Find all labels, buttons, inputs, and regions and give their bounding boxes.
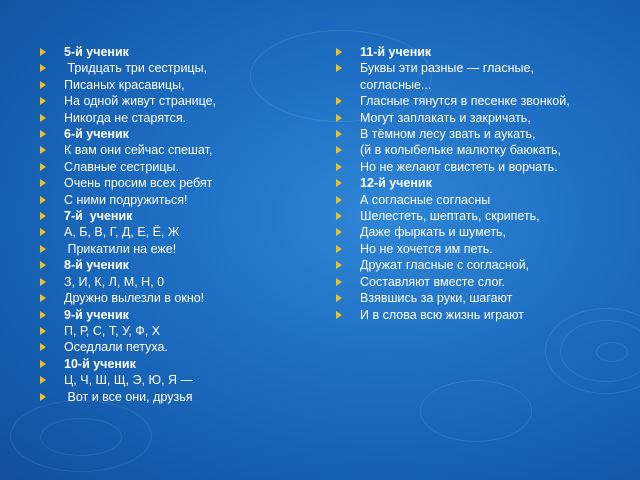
poem-line xyxy=(40,389,300,405)
bullet-arrow-icon xyxy=(40,114,46,122)
student-heading xyxy=(40,356,300,372)
poem-line xyxy=(336,110,606,126)
line-text: З, И, К, Л, М, Н, 0 xyxy=(64,274,165,289)
bullet-arrow-icon xyxy=(336,130,342,138)
right-column xyxy=(336,44,606,323)
bullet-arrow-icon xyxy=(336,228,342,236)
bullet-arrow-icon xyxy=(336,311,342,319)
bullet-arrow-icon xyxy=(40,245,46,253)
poem-line xyxy=(336,290,606,306)
poem-line xyxy=(336,257,606,273)
poem-line xyxy=(40,175,300,191)
ripple-decoration xyxy=(420,380,532,442)
line-text: Дружно вылезли в окно! xyxy=(64,291,205,306)
line-text: Шелестеть, шептать, скрипеть, xyxy=(360,209,540,224)
bullet-arrow-icon xyxy=(336,64,342,72)
line-text: В тёмном лесу звать и аукать, xyxy=(360,127,536,142)
line-text: На одной живут странице, xyxy=(64,94,217,109)
bullet-arrow-icon xyxy=(40,97,46,105)
poem-line xyxy=(40,60,300,76)
line-text: П, Р, С, Т, У, Ф, Х xyxy=(64,323,161,338)
bullet-arrow-icon xyxy=(336,163,342,171)
poem-line xyxy=(40,192,300,208)
line-text: 9-й ученик xyxy=(64,307,129,322)
poem-line xyxy=(40,241,300,257)
poem-line xyxy=(40,93,300,109)
bullet-arrow-icon xyxy=(336,245,342,253)
poem-line xyxy=(336,93,606,109)
bullet-arrow-icon xyxy=(40,327,46,335)
student-heading xyxy=(40,44,300,60)
poem-line xyxy=(336,307,606,323)
line-text: Славные сестрицы. xyxy=(64,159,179,174)
bullet-arrow-icon xyxy=(336,196,342,204)
line-text: Буквы эти разные — гласные, согласные... xyxy=(360,61,538,92)
poem-line xyxy=(336,241,606,257)
poem-line xyxy=(40,77,300,93)
bullet-arrow-icon xyxy=(40,393,46,401)
line-text: 12-й ученик xyxy=(360,176,432,191)
line-text: 6-й ученик xyxy=(64,127,129,142)
bullet-arrow-icon xyxy=(40,146,46,154)
student-heading xyxy=(40,257,300,273)
line-text: Но не хочется им петь. xyxy=(360,241,493,256)
bullet-arrow-icon xyxy=(40,196,46,204)
bullet-arrow-icon xyxy=(40,278,46,286)
bullet-arrow-icon xyxy=(336,261,342,269)
line-text: Вот и все они, друзья xyxy=(64,389,193,404)
line-text: Писаных красавицы, xyxy=(64,77,185,92)
student-heading xyxy=(336,44,606,60)
poem-line xyxy=(336,60,606,93)
poem-line xyxy=(40,110,300,126)
line-text: Могут заплакать и закричать, xyxy=(360,110,531,125)
poem-line xyxy=(336,208,606,224)
student-heading xyxy=(40,307,300,323)
line-text: (й в колыбельке малютку баюкать, xyxy=(360,143,562,158)
bullet-arrow-icon xyxy=(336,294,342,302)
bullet-arrow-icon xyxy=(40,81,46,89)
student-heading xyxy=(336,175,606,191)
bullet-arrow-icon xyxy=(336,179,342,187)
bullet-arrow-icon xyxy=(336,97,342,105)
line-text: С ними подружиться! xyxy=(64,192,188,207)
poem-line xyxy=(40,159,300,175)
line-text: 8-й ученик xyxy=(64,258,129,273)
poem-line xyxy=(40,339,300,355)
line-text: 7-й ученик xyxy=(64,209,133,224)
bullet-arrow-icon xyxy=(336,114,342,122)
line-text: Дружат гласные с согласной, xyxy=(360,258,530,273)
poem-line xyxy=(336,192,606,208)
line-text: Но не желают свистеть и ворчать. xyxy=(360,159,558,174)
bullet-arrow-icon xyxy=(40,261,46,269)
line-text: 5-й ученик xyxy=(64,45,129,59)
bullet-arrow-icon xyxy=(40,64,46,72)
line-text: А согласные согласны xyxy=(360,192,491,207)
line-text: Гласные тянутся в песенке звонкой, xyxy=(360,94,570,109)
poem-line xyxy=(40,274,300,290)
poem-line xyxy=(336,224,606,240)
bullet-arrow-icon xyxy=(40,294,46,302)
poem-line xyxy=(336,126,606,142)
poem-line xyxy=(40,142,300,158)
line-text: К вам они сейчас спешат, xyxy=(64,143,213,158)
right-poem-list xyxy=(336,44,606,323)
line-text: Тридцать три сестрицы, xyxy=(64,61,208,76)
bullet-arrow-icon xyxy=(40,376,46,384)
line-text: Никогда не старятся. xyxy=(64,110,187,125)
bullet-arrow-icon xyxy=(336,212,342,220)
line-text: 10-й ученик xyxy=(64,356,136,371)
line-text: А, Б, В, Г, Д, Е, Ё, Ж xyxy=(64,225,180,240)
bullet-arrow-icon xyxy=(40,48,46,56)
student-heading xyxy=(40,126,300,142)
line-text: Даже фыркать и шуметь, xyxy=(360,225,506,240)
bullet-arrow-icon xyxy=(40,130,46,138)
poem-line xyxy=(336,142,606,158)
bullet-arrow-icon xyxy=(40,228,46,236)
left-poem-list xyxy=(40,44,300,405)
bullet-arrow-icon xyxy=(336,146,342,154)
poem-line xyxy=(40,290,300,306)
line-text: Составляют вместе слог. xyxy=(360,274,505,289)
bullet-arrow-icon xyxy=(40,311,46,319)
ripple-decoration xyxy=(40,418,122,456)
bullet-arrow-icon xyxy=(40,163,46,171)
bullet-arrow-icon xyxy=(40,179,46,187)
bullet-arrow-icon xyxy=(40,343,46,351)
student-heading xyxy=(40,208,300,224)
bullet-arrow-icon xyxy=(40,360,46,368)
line-text: Оседлали петуха. xyxy=(64,340,168,355)
line-text: Ц, Ч, Ш, Щ, Э, Ю, Я — xyxy=(64,373,194,388)
left-column xyxy=(40,44,300,405)
line-text: Взявшись за руки, шагают xyxy=(360,291,513,306)
poem-line xyxy=(336,159,606,175)
line-text: 11-й ученик xyxy=(360,45,432,59)
line-text: Прикатили на еже! xyxy=(64,241,177,256)
poem-line xyxy=(40,323,300,339)
bullet-arrow-icon xyxy=(336,278,342,286)
poem-line xyxy=(40,224,300,240)
poem-line xyxy=(336,274,606,290)
poem-line xyxy=(40,372,300,388)
line-text: И в слова всю жизнь играют xyxy=(360,307,524,322)
line-text: Очень просим всех ребят xyxy=(64,176,213,191)
bullet-arrow-icon xyxy=(40,212,46,220)
ripple-decoration xyxy=(596,342,628,362)
bullet-arrow-icon xyxy=(336,48,342,56)
